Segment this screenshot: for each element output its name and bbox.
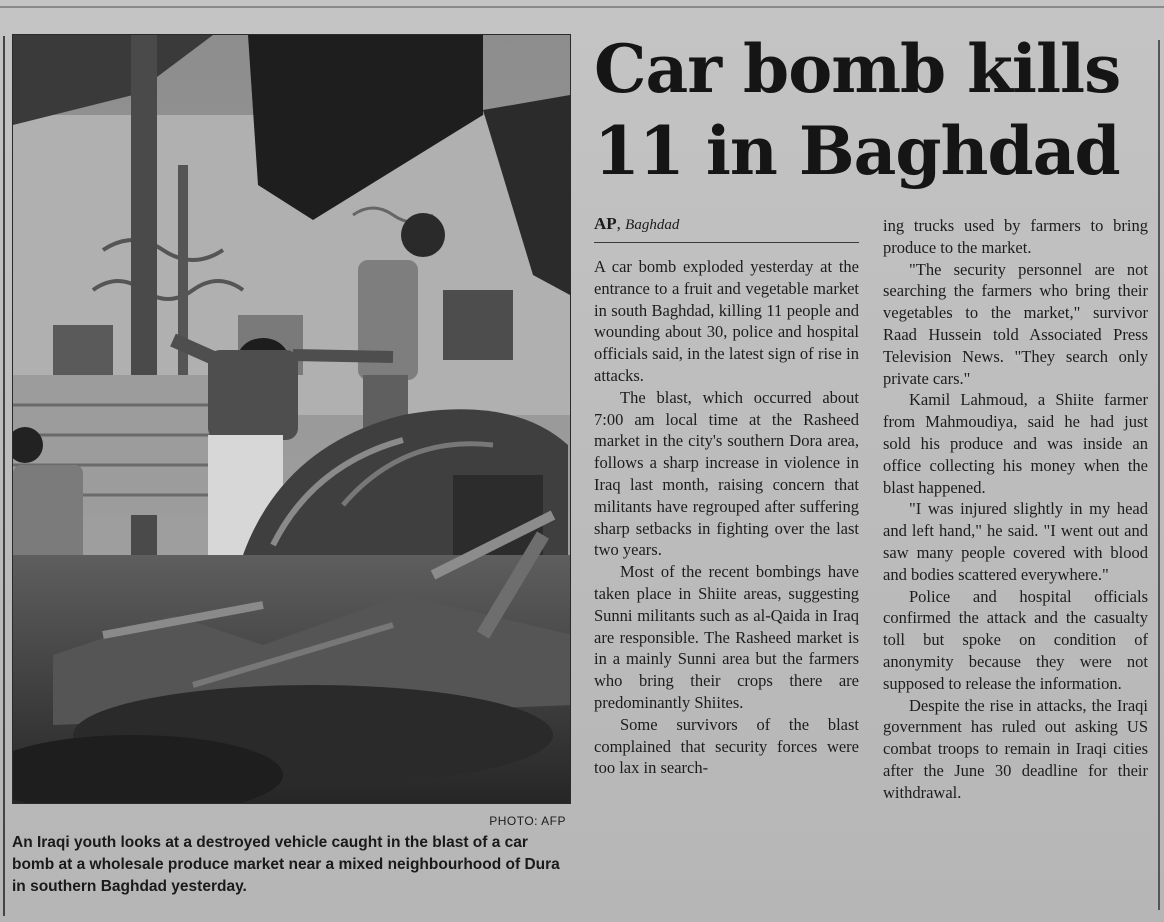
byline <box>594 214 859 243</box>
headline-line-2: 11 in Baghdad <box>594 112 1120 190</box>
article-column-2 <box>883 215 1148 804</box>
headline <box>594 28 1154 192</box>
paragraph: Police and hospital officials confirmed the attack and the casualty toll but spoke on condition of anonymity because they were not supposed to release the information. <box>883 586 1148 693</box>
headline-line-1: Car bomb kills <box>594 30 1121 108</box>
paragraph: ing trucks used by farmers to bring produce to the market. <box>883 216 1148 257</box>
paragraph: "I was injured slightly in my head and left hand," he said. "I went out and saw many people covered with blood and bodies scattered everywhere." <box>883 499 1148 584</box>
byline-agency: AP <box>594 214 617 233</box>
left-rule <box>3 36 5 916</box>
paragraph: "The security personnel are not searching the farmers who bring their vegetables to the market," survivor Raad Hussein told Associated Press Television News. "They search only private cars." <box>883 259 1148 388</box>
photo-credit: PHOTO: AFP <box>489 814 566 828</box>
paragraph: Most of the recent bombings have taken place in Shiite areas, suggesting Sunni militants such as al-Qaida in Iraq are responsible. The Rasheed market is in a mainly Sunni area but the farmers who bring their crops there are predominantly Shiites. <box>594 562 859 712</box>
top-rule <box>0 6 1164 8</box>
photo-caption: An Iraqi youth looks at a destroyed vehicle caught in the blast of a car bomb at a wholesale produce market near a mixed neighbourhood of Dura in southern Baghdad yesterday. <box>12 834 560 895</box>
news-photo <box>12 34 571 804</box>
byline-separator: , <box>616 214 626 233</box>
paragraph: Despite the rise in attacks, the Iraqi government has ruled out asking US combat troops to remain in Iraqi cities after the June 30 deadline for their withdrawal. <box>883 695 1148 802</box>
article-column-1 <box>594 256 859 779</box>
paragraph: A car bomb exploded yesterday at the entrance to a fruit and vegetable market in south Baghdad, killing 11 people and wounding about 30, police and hospital officials said, in the latest sign of rise in attacks. <box>594 257 859 385</box>
byline-place: Baghdad <box>625 217 680 233</box>
paragraph: Some survivors of the blast complained that security forces were too lax in search- <box>594 714 859 778</box>
right-rule <box>1158 40 1160 910</box>
paragraph: Kamil Lahmoud, a Shiite farmer from Mahmoudiya, said he had just sold his produce and was inside an office collecting his money when the blast happened. <box>883 390 1148 497</box>
bomb-wreckage-illustration <box>13 35 570 803</box>
paragraph: The blast, which occurred about 7:00 am local time at the Rasheed market in the city's southern Dora area, follows a sharp increase in violence in Iraq last month, raising concern that militants have regrouped after suffering sharp setbacks in fighting over the last two years. <box>594 387 859 560</box>
